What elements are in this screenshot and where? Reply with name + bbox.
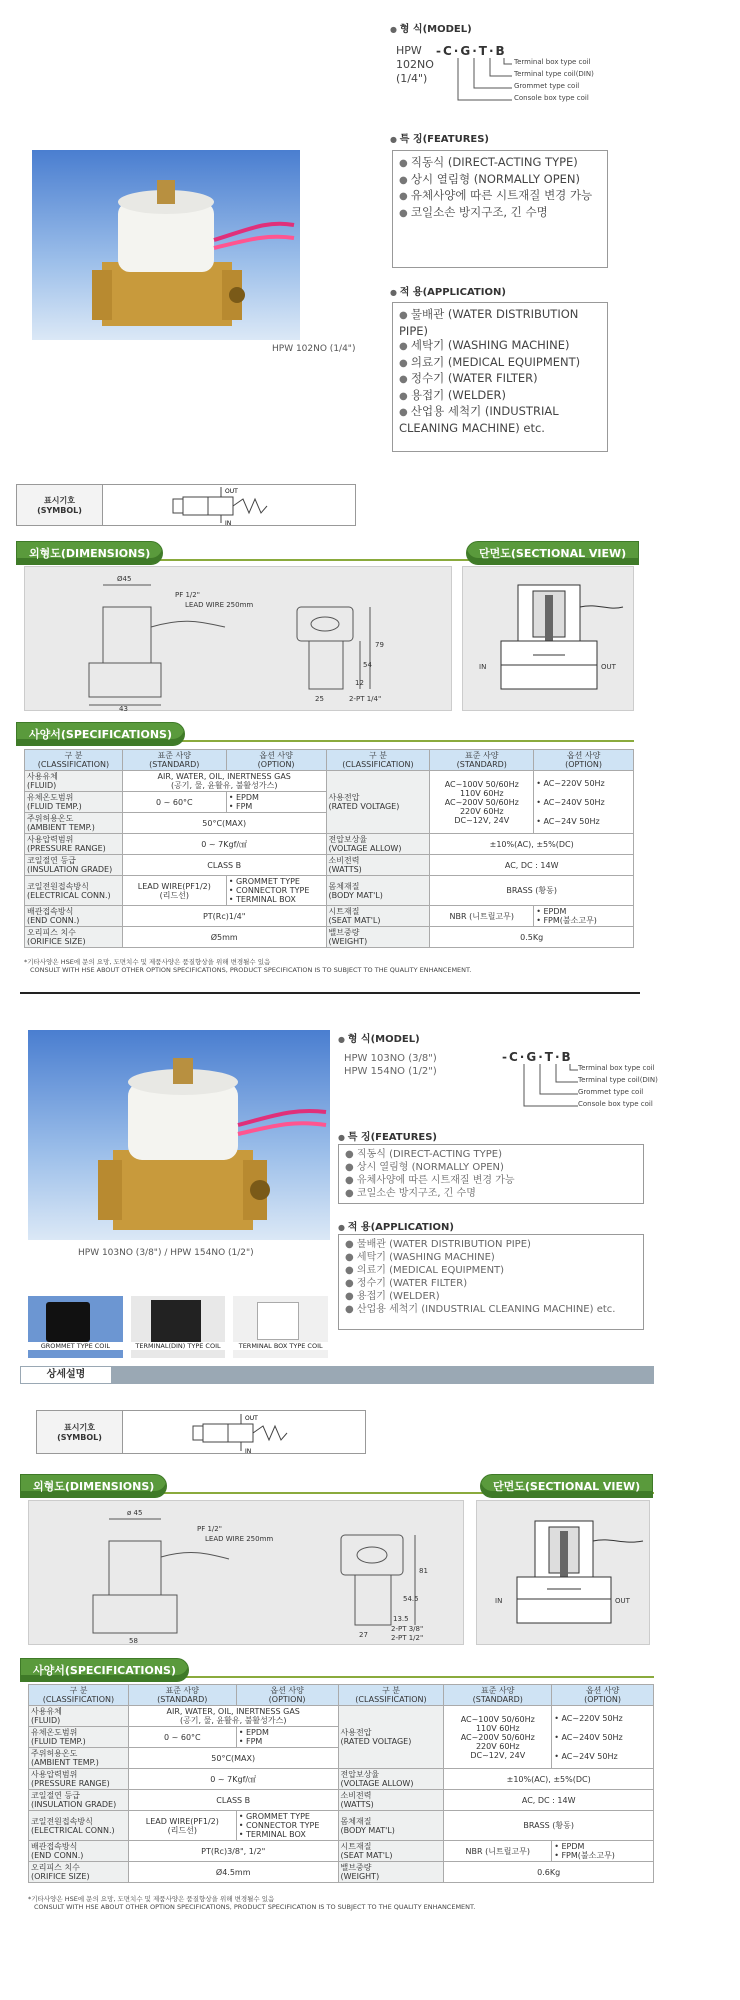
- svg-text:Ø45: Ø45: [117, 575, 132, 583]
- sectional-drawing: [462, 566, 634, 711]
- model-heading: ● 형 식(MODEL): [390, 20, 472, 35]
- photo-caption-2: HPW 103NO (3/8") / HPW 154NO (1/2"): [78, 1248, 254, 1258]
- svg-text:79: 79: [375, 641, 384, 649]
- symbol-box: [16, 484, 356, 526]
- thumb-labels: GROMMET TYPE COIL TERMINAL(DIN) TYPE COIL TERMINAL BOX TYPE COIL: [28, 1342, 328, 1350]
- svg-text:2-PT 3/8": 2-PT 3/8": [391, 1625, 424, 1633]
- svg-text:IN: IN: [495, 1597, 503, 1605]
- valve-image: [32, 150, 300, 340]
- svg-text:OUT: OUT: [225, 488, 238, 495]
- model-heading-2: ● 형 식(MODEL): [338, 1030, 420, 1045]
- sectional-drawing-2: [476, 1500, 650, 1645]
- svg-text:IN: IN: [479, 663, 487, 671]
- application-heading: ● 적 용(APPLICATION): [390, 283, 506, 298]
- valve-image-2: [28, 1030, 330, 1240]
- valve-symbol: [103, 485, 353, 525]
- svg-text:IN: IN: [245, 1448, 252, 1453]
- valve-symbol-2: [123, 1411, 363, 1453]
- symbol-label-2: 표시기호 (SYMBOL): [37, 1411, 123, 1453]
- product-photo-1: [32, 150, 300, 340]
- spec-table-1: 구 분 (CLASSIFICATION) 표준 사양 (STANDARD) 옵션 사양 (OPTION) 구 분 (CLASSIFICATION) 표준 사양 (STANDARD) 옵션 사양 (OPTION) 사용유체 (FLUID) AIR, WATER, OIL, INERTNESS GAS (공기, 물, 윤활유, 불활성가스) 사용전압 (RATED VOLTAGE) AC~100V 50/60Hz 110V 60Hz AC~200V 50/60Hz 220V 60Hz DC~12V, 24V • AC~220V 50Hz • AC~240V 50Hz • AC~24V 50Hz 유체온도범위 (FLUID TEMP.) 0 ~ 60°C • EPDM • FPM 주위허용온도 (AMBIENT TEMP.) 50°C(MAX) 사용압력범위 (PRESSURE RANGE) 0 ~ 7Kgf/㎠ 전압보상율 (VOLTAGE ALLOW) ±10%(AC), ±5%(DC) 코일절연 등급 (INSULATION GRADE) CLASS B 소비전력 (WATTS) AC, DC : 14W 코일전원접속방식 (ELECTRICAL CONN.) LEAD WIRE(PF1/2) (리드선) • GROMMET TYPE • CONNECTOR TYPE • TERMINAL BOX 몸체재질 (BODY MAT'L) BRASS (황동) 배관접속방식 (END CONN.) PT(Rc)1/4" 시트재질 (SEAT MAT'L) NBR (니트릴고무) • EPDM • FPM(불소고무) 오리피스 치수 (ORIFICE SIZE) Ø5mm 밸브중량 (WEIGHT) 0.5Kg: [24, 749, 634, 948]
- svg-text:25: 25: [315, 695, 324, 703]
- model-code-2: -C·G·T·B: [502, 1050, 573, 1064]
- svg-text:2-PT 1/4": 2-PT 1/4": [349, 695, 382, 703]
- svg-text:12: 12: [355, 679, 364, 687]
- svg-text:PF 1/2": PF 1/2": [197, 1525, 222, 1533]
- sectional-title-2: 단면도(SECTIONAL VIEW): [480, 1474, 653, 1498]
- features-box-2: ● 직동식 (DIRECT-ACTING TYPE) ● 상시 열림형 (NORMALLY OPEN) ● 유체사양에 따른 시트재질 변경 가능 ● 코일소손 방지구조, 긴 수명: [338, 1144, 644, 1204]
- svg-text:27: 27: [359, 1631, 368, 1639]
- specifications-title-2: 사양서(SPECIFICATIONS): [20, 1658, 189, 1682]
- svg-text:2-PT 1/2": 2-PT 1/2": [391, 1634, 424, 1642]
- svg-text:54: 54: [363, 661, 372, 669]
- model-options: Terminal box type coil Terminal type coil(DIN) Grommet type coil Console box type coil: [514, 58, 594, 102]
- svg-text:OUT: OUT: [245, 1415, 258, 1422]
- svg-text:IN: IN: [225, 520, 232, 525]
- svg-text:LEAD WIRE 250mm: LEAD WIRE 250mm: [205, 1535, 274, 1543]
- svg-text:81: 81: [419, 1567, 428, 1575]
- svg-text:58: 58: [129, 1637, 138, 1645]
- dimensions-title: 외형도(DIMENSIONS): [16, 541, 163, 565]
- svg-text:PF 1/2": PF 1/2": [175, 591, 200, 599]
- specifications-title: 사양서(SPECIFICATIONS): [16, 722, 185, 746]
- spec-note-2: *기타사양은 HSE에 문의 요망, 도면치수 및 제품사양은 품질향상을 위해 변경될수 있음 CONSULT WITH HSE ABOUT OTHER OPTION SPECIFICATIONS, PRODUCT SPECIFICATION IS TO SUBJECT TO THE QUALITY ENHANCEMENT.: [28, 1895, 476, 1911]
- features-box: ● 직동식 (DIRECT-ACTING TYPE) ● 상시 열림형 (NORMALLY OPEN) ● 유체사양에 따른 시트재질 변경 가능 ● 코일소손 방지구조, 긴 수명: [392, 150, 608, 268]
- dimensions-drawing-2: [28, 1500, 464, 1645]
- detail-tab-bar: [20, 1366, 654, 1384]
- detail-tab[interactable]: 상세설명: [20, 1366, 112, 1384]
- model-name: HPW 102NO (1/4"): [396, 44, 434, 85]
- svg-text:54.5: 54.5: [403, 1595, 419, 1603]
- model-code: -C·G·T·B: [436, 44, 507, 58]
- svg-text:LEAD WIRE 250mm: LEAD WIRE 250mm: [185, 601, 254, 609]
- model-list-2: HPW 103NO (3/8") HPW 154NO (1/2"): [344, 1053, 437, 1077]
- application-heading-2: ● 적 용(APPLICATION): [338, 1218, 454, 1233]
- application-box-2: ● 물배관 (WATER DISTRIBUTION PIPE) ● 세탁기 (WASHING MACHINE) ● 의료기 (MEDICAL EQUIPMENT) ● 정수기 (WATER FILTER) ● 용접기 (WELDER) ● 산업용 세척기 (INDUSTRIAL CLEANING MACHINE) etc.: [338, 1234, 644, 1330]
- svg-text:ø 45: ø 45: [127, 1509, 143, 1517]
- dimensions-drawing: [24, 566, 452, 711]
- application-box: ● 물배관 (WATER DISTRIBUTION PIPE) ● 세탁기 (WASHING MACHINE) ● 의료기 (MEDICAL EQUIPMENT) ● 정수기 (WATER FILTER) ● 용접기 (WELDER) ● 산업용 세척기 (INDUSTRIAL CLEANING MACHINE) etc.: [392, 302, 608, 452]
- spec-note: *기타사양은 HSE에 문의 요망, 도면치수 및 제품사양은 품질향상을 위해 변경될수 있음 CONSULT WITH HSE ABOUT OTHER OPTION SPECIFICATIONS, PRODUCT SPECIFICATION IS TO SUBJECT TO THE QUALITY ENHANCEMENT.: [24, 958, 472, 974]
- svg-text:OUT: OUT: [601, 663, 616, 671]
- model-code-leaders-2: [506, 1062, 586, 1114]
- svg-text:13.5: 13.5: [393, 1615, 409, 1623]
- features-heading: ● 특 징(FEATURES): [390, 130, 489, 145]
- dimensions-title-2: 외형도(DIMENSIONS): [20, 1474, 167, 1498]
- photo-caption: HPW 102NO (1/4"): [272, 344, 356, 354]
- model-code-leaders: [440, 56, 520, 111]
- svg-text:43: 43: [119, 705, 128, 712]
- features-heading-2: ● 특 징(FEATURES): [338, 1128, 437, 1143]
- product-photo-2: [28, 1030, 330, 1240]
- section-divider: [20, 992, 640, 994]
- spec-table-2: 구 분 (CLASSIFICATION) 표준 사양 (STANDARD) 옵션 사양 (OPTION) 구 분 (CLASSIFICATION) 표준 사양 (STANDARD) 옵션 사양 (OPTION) 사용유체 (FLUID) AIR, WATER, OIL, INERTNESS GAS (공기, 물, 윤활유, 불활성가스) 사용전압 (RATED VOLTAGE) AC~100V 50/60Hz 110V 60Hz AC~200V 50/60Hz 220V 60Hz DC~12V, 24V • AC~220V 50Hz • AC~240V 50Hz • AC~24V 50Hz 유체온도범위 (FLUID TEMP.) 0 ~ 60°C • EPDM • FPM 주위허용온도 (AMBIENT TEMP.) 50°C(MAX) 사용압력범위 (PRESSURE RANGE) 0 ~ 7Kgf/㎠ 전압보상율 (VOLTAGE ALLOW) ±10%(AC), ±5%(DC) 코일절연 등급 (INSULATION GRADE) CLASS B 소비전력 (WATTS) AC, DC : 14W 코일전원접속방식 (ELECTRICAL CONN.) LEAD WIRE(PF1/2) (리드선) • GROMMET TYPE • CONNECTOR TYPE • TERMINAL BOX 몸체재질 (BODY MAT'L) BRASS (황동) 배관접속방식 (END CONN.) PT(Rc)3/8", 1/2" 시트재질 (SEAT MAT'L) NBR (니트릴고무) • EPDM • FPM(불소고무) 오리피스 치수 (ORIFICE SIZE) Ø4.5mm 밸브중량 (WEIGHT) 0.6Kg: [28, 1684, 654, 1883]
- sectional-title: 단면도(SECTIONAL VIEW): [466, 541, 639, 565]
- symbol-box-2: [36, 1410, 366, 1454]
- symbol-label: 표시기호 (SYMBOL): [17, 485, 103, 525]
- model-options-2: Terminal box type coil Terminal type coil(DIN) Grommet type coil Console box type coil: [578, 1064, 658, 1108]
- svg-text:OUT: OUT: [615, 1597, 630, 1605]
